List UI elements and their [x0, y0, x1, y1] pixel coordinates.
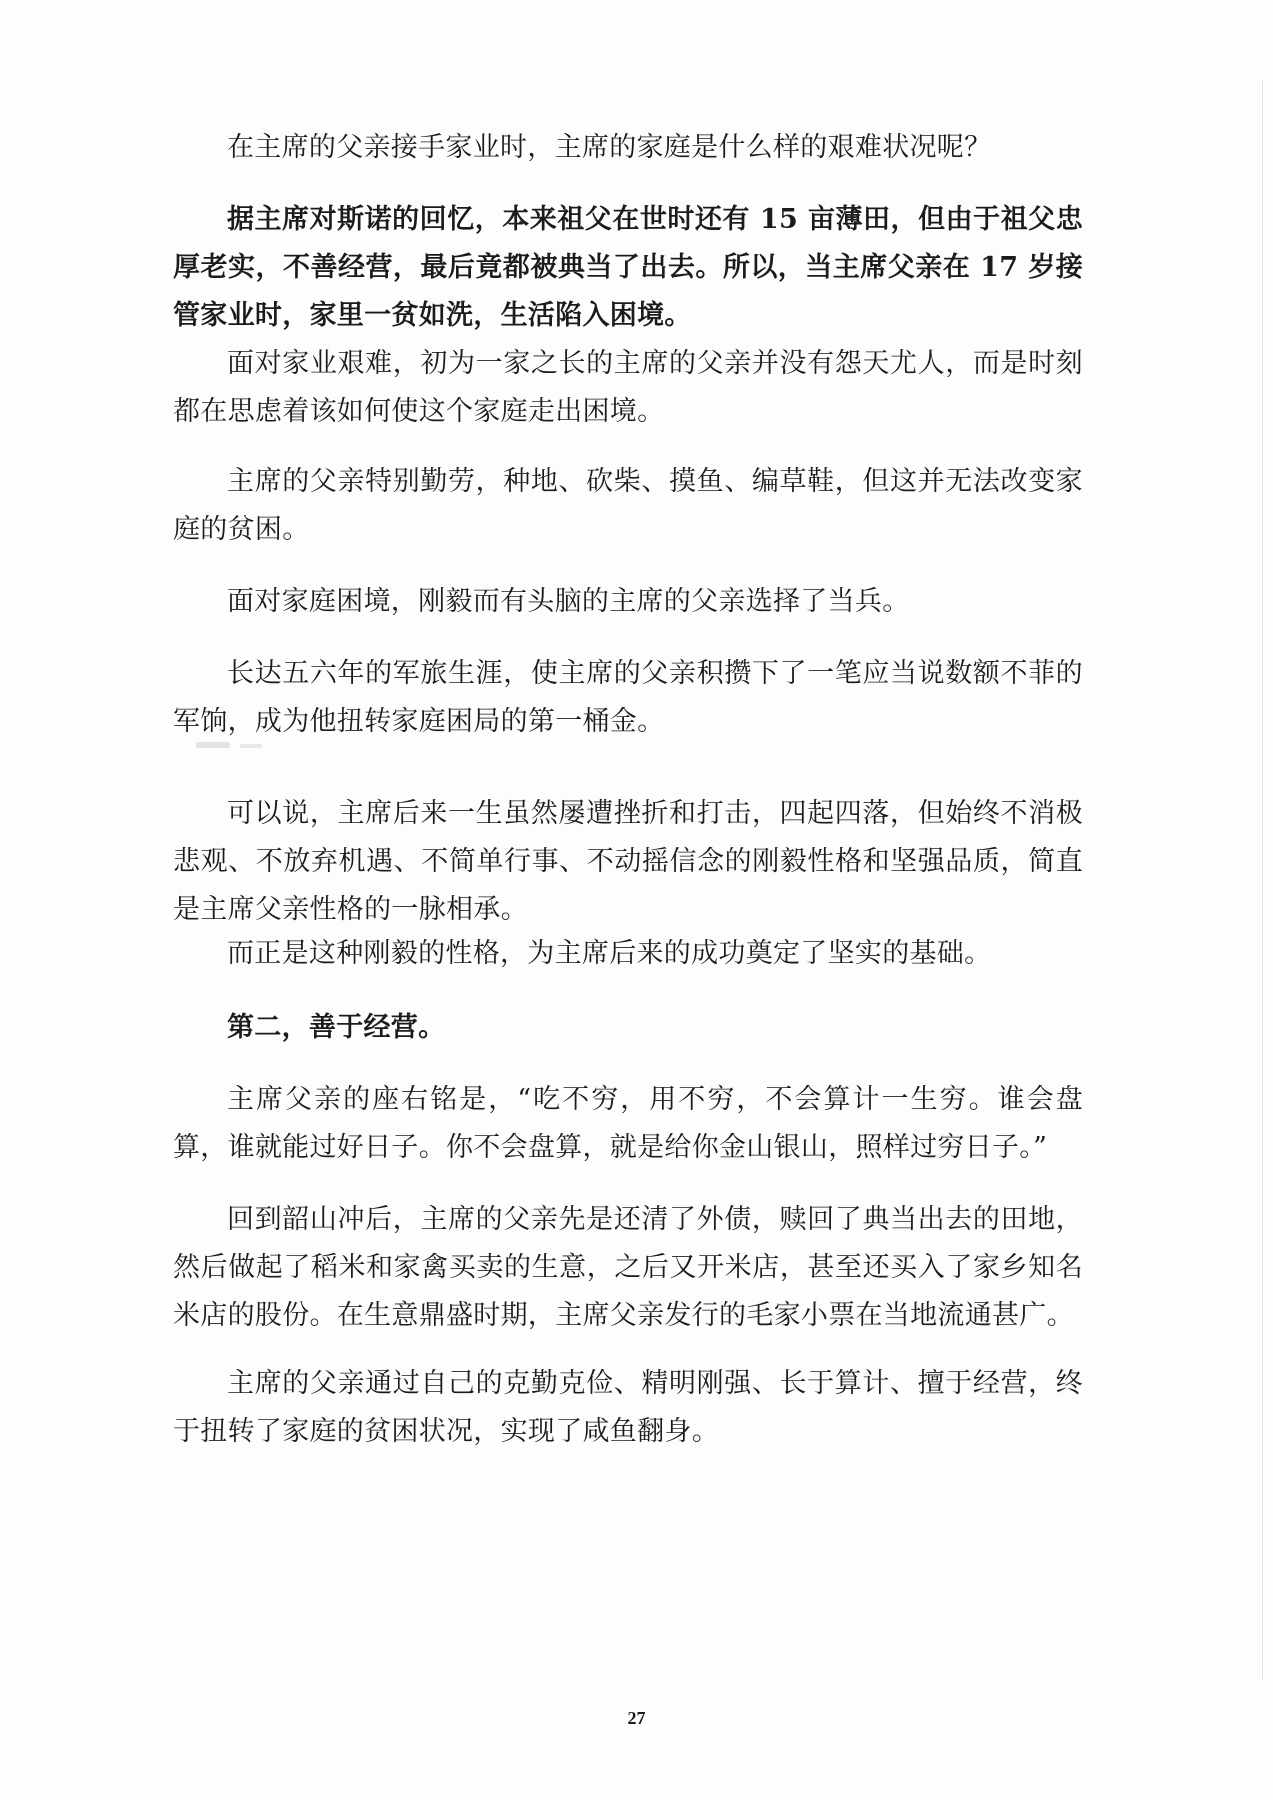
scan-edge: [1262, 80, 1263, 1680]
paragraph-facing-hardship: 面对家业艰难，初为一家之长的主席的父亲并没有怨天尤人，而是时刻都在思虑着该如何使这个家庭走出困境。: [173, 348, 1083, 427]
paragraph-foundation: 而正是这种刚毅的性格，为主席后来的成功奠定了坚实的基础。: [227, 938, 992, 969]
paragraph-joined-army: 面对家庭困境，刚毅而有头脑的主席的父亲选择了当兵。: [227, 586, 910, 617]
scan-speck: [196, 742, 230, 748]
paragraph-question: 在主席的父亲接手家业时，主席的家庭是什么样的艰难状况呢？: [227, 132, 992, 163]
paragraph-grandfather-memory: 据主席对斯诺的回忆，本来祖父在世时还有 15 亩薄田，但由于祖父忠厚老实，不善经营，最后竟都被典当了出去。所以，当主席父亲在 17 岁接管家业时，家里一贫如洗，生活陷入困境。: [173, 204, 1083, 331]
paragraph-return-home: 回到韶山冲后，主席的父亲先是还清了外债，赎回了典当出去的田地，然后做起了稻米和家禽买卖的生意，之后又开米店，甚至还买入了家乡知名米店的股份。在生意鼎盛时期，主席父亲发行的毛家小票在当地流通甚广。: [173, 1204, 1083, 1331]
paragraph-turnaround: 主席的父亲通过自己的克勤克俭、精明刚强、长于算计、擅于经营，终于扭转了家庭的贫困状况，实现了咸鱼翻身。: [173, 1368, 1083, 1447]
section-heading-business: 第二，善于经营。: [227, 1012, 446, 1043]
scan-speck: [240, 744, 262, 748]
paragraph-motto: 主席父亲的座右铭是，“吃不穷，用不穷，不会算计一生穷。谁会盘算，谁就能过好日子。你不会盘算，就是给你金山银山，照样过穷日子。”: [173, 1084, 1083, 1163]
paragraph-character-inheritance: 可以说，主席后来一生虽然屡遭挫折和打击，四起四落，但始终不消极悲观、不放弃机遇、不简单行事、不动摇信念的刚毅性格和坚强品质，简直是主席父亲性格的一脉相承。: [173, 798, 1083, 925]
page-number: 27: [627, 1708, 646, 1728]
paragraph-diligent-work: 主席的父亲特别勤劳，种地、砍柴、摸鱼、编草鞋，但这并无法改变家庭的贫困。: [173, 466, 1083, 545]
paragraph-military-savings: 长达五六年的军旅生涯，使主席的父亲积攒下了一笔应当说数额不菲的军饷，成为他扭转家庭困局的第一桶金。: [173, 658, 1083, 737]
